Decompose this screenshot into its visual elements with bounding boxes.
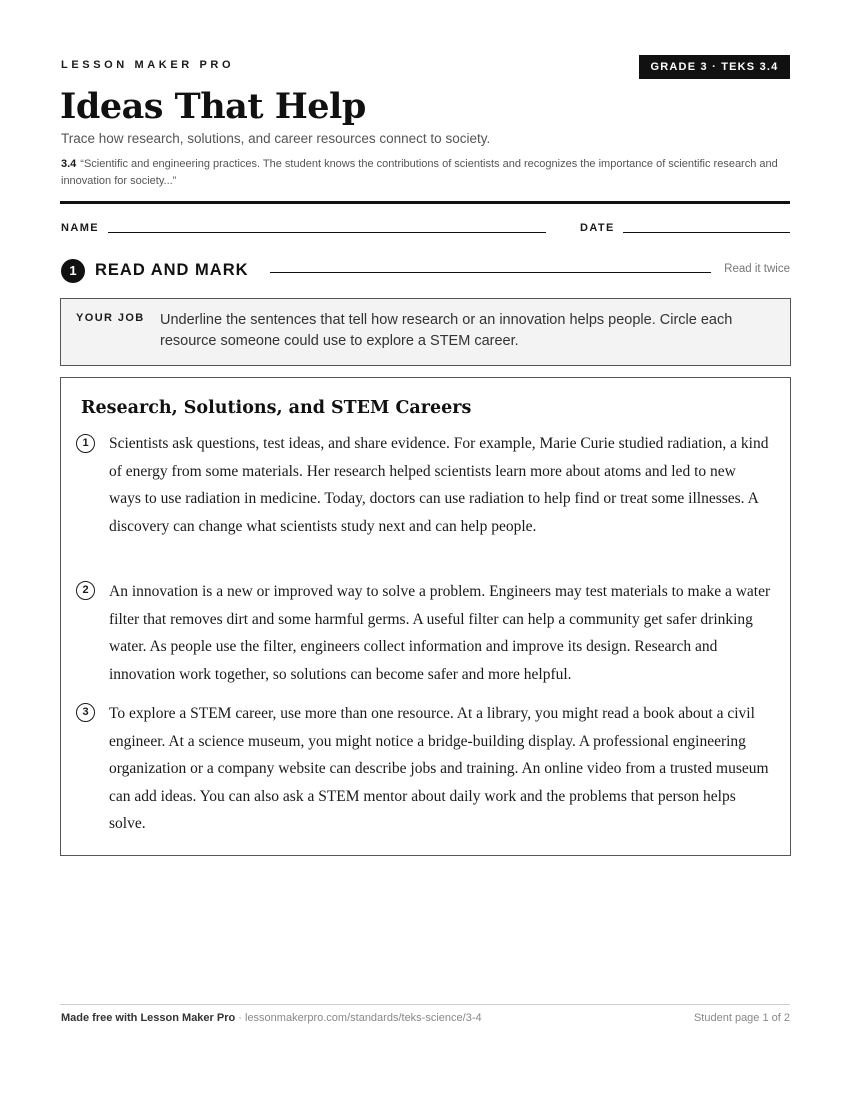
footer-page-number: Student page 1 of 2	[693, 1012, 790, 1024]
section-divider	[270, 272, 711, 273]
header-divider	[60, 201, 790, 204]
date-field[interactable]	[623, 232, 790, 233]
footer-credit	[61, 1012, 482, 1024]
reading-passage	[60, 377, 791, 856]
paragraph-number: 2	[76, 581, 95, 600]
footer-divider	[60, 1004, 790, 1005]
footer-url: · lessonmakerpro.com/standards/teks-science/3-4	[235, 1012, 482, 1024]
grade-badge: GRADE 3 · TEKS 3.4	[639, 55, 790, 79]
standard-code: 3.4	[61, 158, 77, 170]
passage-paragraph: Scientists ask questions, test ideas, and share evidence. For example, Marie Curie studied radiation, a kind of energy from some materials. Her research helped scientists learn more about atoms and led to new ways to use radiation in medicine. Today, doctors can use radiation to help find or treat some illnesses. A discovery can change what scientists study next and can help people.	[109, 435, 769, 535]
paragraph-number: 1	[76, 434, 95, 453]
passage-paragraph: To explore a STEM career, use more than one resource. At a library, you might read a book about a civil engineer. At a science museum, you might notice a bridge-building display. A professional engineering organization or a company website can describe jobs and training. An online video from a trusted museum can add ideas. You can also ask a STEM mentor about daily work and the problems that person helps solve.	[109, 705, 769, 832]
section-title: READ AND MARK	[95, 261, 249, 279]
passage-title: Research, Solutions, and STEM Careers	[81, 398, 472, 418]
name-field[interactable]	[108, 232, 546, 233]
job-box	[60, 298, 791, 366]
job-label: YOUR JOB	[76, 312, 145, 324]
name-label: NAME	[61, 222, 99, 234]
job-instructions: Underline the sentences that tell how research or an innovation helps people. Circle each resource someone could use to explore a STEM career.	[160, 312, 733, 349]
page-subtitle: Trace how research, solutions, and career resources connect to society.	[61, 131, 491, 146]
brand-name: LESSON MAKER PRO	[61, 59, 235, 71]
section-note: Read it twice	[724, 263, 790, 275]
footer-brand: Made free with Lesson Maker Pro	[61, 1012, 236, 1024]
paragraph-number: 3	[76, 703, 95, 722]
page-title: Ideas That Help	[60, 86, 366, 127]
date-label: DATE	[580, 222, 615, 234]
standard-quote: “Scientific and engineering practices. The student knows the contributions of scientists and recognizes the importance of scientific research and innovation for society...”	[61, 158, 778, 187]
passage-paragraph: An innovation is a new or improved way to solve a problem. Engineers may test materials to make a water filter that removes dirt and some harmful germs. A useful filter can help a community get safer drinking water. As people use the filter, engineers collect information and improve its design. Research and innovation work together, so solutions can become safer and more helpful.	[109, 583, 771, 683]
section-number-badge: 1	[61, 259, 85, 283]
standard-description	[61, 156, 791, 190]
